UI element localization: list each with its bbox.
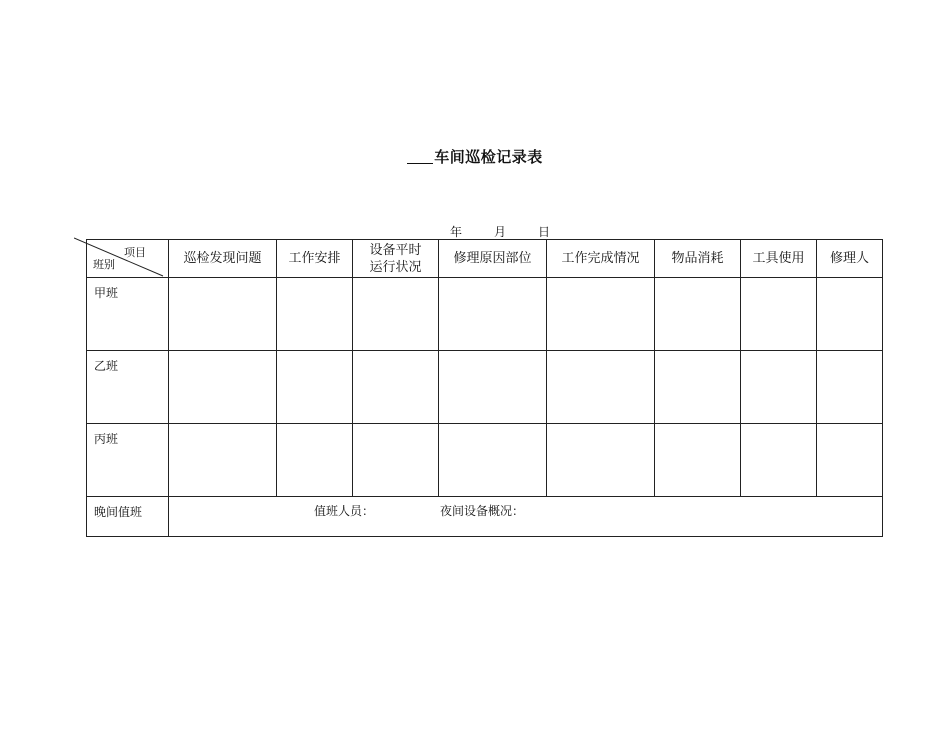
table-row [87,351,883,424]
corner-header-cell [87,240,169,278]
col-equipment-status [353,240,439,278]
table-cell[interactable] [817,351,883,424]
date-day[interactable]: 日 [538,225,551,239]
table-cell[interactable] [353,278,439,351]
table-cell[interactable] [277,278,353,351]
night-duty-cell[interactable] [169,497,883,537]
night-equipment-label: 夜间设备概况： [440,504,525,518]
row-label-night-duty: 晚间值班 [87,497,169,537]
date-year[interactable]: 年 [450,225,463,239]
night-duty-row [87,497,883,537]
table-cell[interactable] [439,424,547,497]
table-row [87,278,883,351]
corner-shift-label: 班别 [93,258,115,271]
header-row [87,240,883,278]
table-cell[interactable] [655,351,741,424]
table-cell[interactable] [277,424,353,497]
col-equipment-status-text: 设备平时运行状况 [369,242,422,275]
row-label-shift-a: 甲班 [87,278,169,351]
row-label-shift-b: 乙班 [87,351,169,424]
col-repairer: 修理人 [817,240,883,278]
table-cell[interactable] [741,278,817,351]
table-cell[interactable] [439,351,547,424]
title-blank-line[interactable] [407,149,433,164]
col-repair-reason: 修理原因部位 [439,240,547,278]
table-cell[interactable] [741,351,817,424]
duty-person-label: 值班人员： [314,504,375,518]
row-label-shift-c: 丙班 [87,424,169,497]
col-inspection-issues: 巡检发现问题 [169,240,277,278]
table-cell[interactable] [547,424,655,497]
col-work-arrangement: 工作安排 [277,240,353,278]
table-row [87,424,883,497]
table-cell[interactable] [817,424,883,497]
corner-item-label: 项目 [124,246,146,259]
table-cell[interactable] [547,351,655,424]
col-work-completion: 工作完成情况 [547,240,655,278]
page-title [0,146,950,167]
col-tool-usage: 工具使用 [741,240,817,278]
table-cell[interactable] [655,424,741,497]
date-line [450,223,550,240]
table-cell[interactable] [741,424,817,497]
table-cell[interactable] [277,351,353,424]
table-cell[interactable] [353,424,439,497]
table-cell[interactable] [169,351,277,424]
inspection-table [86,239,883,537]
table-cell[interactable] [169,424,277,497]
col-material-consumption: 物品消耗 [655,240,741,278]
table-cell[interactable] [817,278,883,351]
date-month[interactable]: 月 [494,225,507,239]
table-cell[interactable] [655,278,741,351]
table-cell[interactable] [353,351,439,424]
table-cell[interactable] [169,278,277,351]
night-duty-content [169,497,882,530]
table-cell[interactable] [547,278,655,351]
title-text: 车间巡检记录表 [434,148,543,166]
table-cell[interactable] [439,278,547,351]
